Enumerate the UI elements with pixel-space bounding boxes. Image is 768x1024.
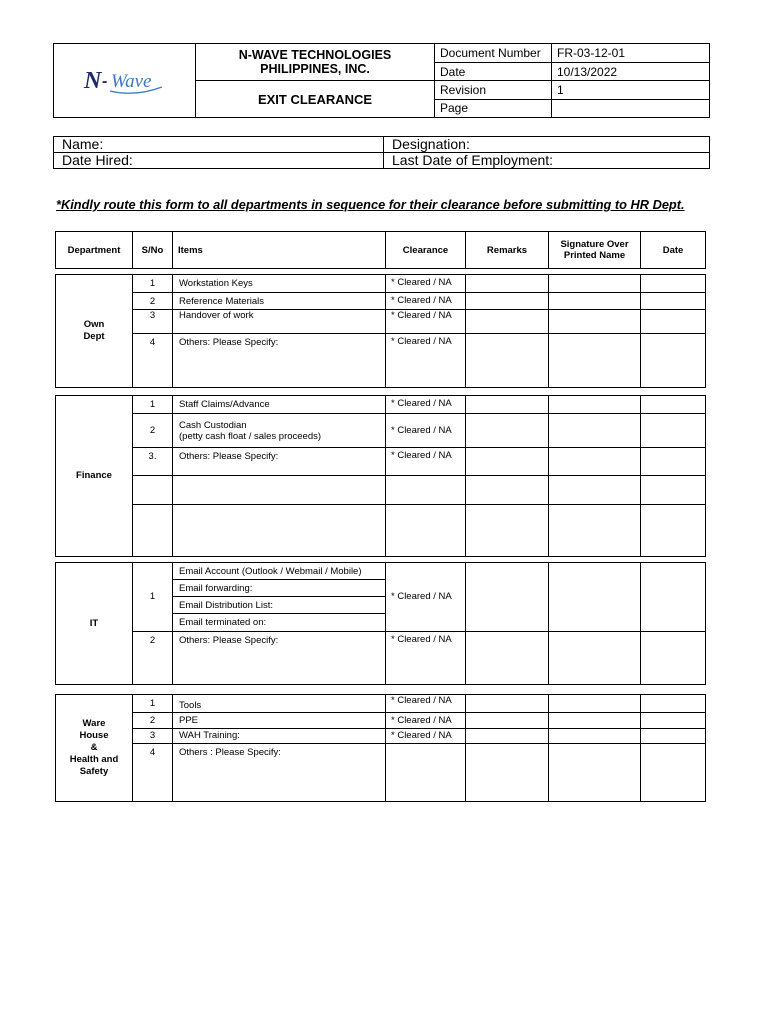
signature-cell[interactable]: [549, 563, 641, 632]
employee-info-table: [53, 136, 710, 169]
remarks-cell[interactable]: [466, 631, 549, 685]
table-row: [56, 310, 706, 334]
section-finance: [55, 395, 706, 557]
date-cell[interactable]: [641, 396, 706, 414]
date-cell[interactable]: [641, 275, 706, 293]
clearance-cell[interactable]: * Cleared / NA: [386, 293, 466, 310]
date-label: Date: [435, 63, 552, 81]
clearance-cell[interactable]: * Cleared / NA: [386, 713, 466, 729]
signature-cell[interactable]: [549, 396, 641, 414]
item-cell: Email forwarding:: [173, 580, 386, 597]
remarks-cell[interactable]: [466, 293, 549, 310]
table-row: [56, 505, 706, 557]
designation-field[interactable]: Designation:: [384, 137, 710, 153]
date-value: 10/13/2022: [552, 63, 710, 81]
col-department: Department: [56, 232, 133, 269]
signature-cell[interactable]: [549, 414, 641, 448]
remarks-cell[interactable]: [466, 448, 549, 476]
remarks-cell[interactable]: [466, 713, 549, 729]
clearance-column-header: [55, 231, 706, 269]
clearance-cell[interactable]: [386, 744, 466, 802]
table-row: [56, 293, 706, 310]
sno-cell: 1: [133, 563, 173, 632]
table-row: [56, 476, 706, 505]
signature-cell[interactable]: [549, 275, 641, 293]
date-hired-field[interactable]: Date Hired:: [54, 153, 384, 169]
date-cell[interactable]: [641, 631, 706, 685]
section-it: [55, 562, 706, 685]
date-cell[interactable]: [641, 729, 706, 744]
form-title: EXIT CLEARANCE: [196, 81, 435, 118]
section-warehouse: [55, 694, 706, 802]
remarks-cell[interactable]: [466, 310, 549, 334]
col-signature: [549, 232, 641, 269]
table-row: [56, 631, 706, 685]
company-name-line2: PHILIPPINES, INC.: [260, 62, 370, 77]
signature-cell[interactable]: [549, 310, 641, 334]
item-cell: Others: Please Specify:: [173, 448, 386, 476]
table-row: [56, 275, 706, 293]
signature-cell[interactable]: [549, 631, 641, 685]
signature-cell[interactable]: [549, 476, 641, 505]
date-cell[interactable]: [641, 448, 706, 476]
sno-cell: 3.: [133, 448, 173, 476]
col-date: Date: [641, 232, 706, 269]
table-row: [56, 448, 706, 476]
remarks-cell[interactable]: [466, 695, 549, 713]
company-logo: [54, 44, 196, 118]
table-row: [56, 334, 706, 388]
date-cell[interactable]: [641, 505, 706, 557]
date-cell[interactable]: [641, 744, 706, 802]
document-number-label: Document Number: [435, 44, 552, 63]
routing-instruction: *Kindly route this form to all departments in sequence for their clearance before submitting to HR Dept.: [56, 197, 685, 212]
table-row: [56, 713, 706, 729]
dept-own-line2: Dept: [83, 331, 105, 342]
item-cell[interactable]: [173, 476, 386, 505]
clearance-cell[interactable]: * Cleared / NA: [386, 275, 466, 293]
signature-cell[interactable]: [549, 334, 641, 388]
dept-warehouse-line5: Safety: [79, 766, 109, 777]
col-signature-line1: Signature Over: [560, 239, 629, 250]
signature-cell[interactable]: [549, 505, 641, 557]
item-line2: (petty cash float / sales proceeds): [179, 430, 322, 442]
table-row: [56, 396, 706, 414]
col-remarks: Remarks: [466, 232, 549, 269]
n-wave-logo-icon: [80, 61, 170, 97]
item-cell: Reference Materials: [173, 293, 386, 310]
dept-own-line1: Own: [83, 319, 105, 330]
company-name-line1: N-WAVE TECHNOLOGIES: [238, 48, 392, 63]
sno-cell: 2: [133, 293, 173, 310]
remarks-cell[interactable]: [466, 334, 549, 388]
sno-cell: [133, 505, 173, 557]
item-cell: WAH Training:: [173, 729, 386, 744]
col-sno: S/No: [133, 232, 173, 269]
dept-warehouse-line4: Health and: [69, 754, 119, 765]
clearance-cell[interactable]: * Cleared / NA: [386, 631, 466, 685]
section-own-dept: [55, 274, 706, 388]
clearance-cell[interactable]: * Cleared / NA: [386, 448, 466, 476]
item-cell: PPE: [173, 713, 386, 729]
sno-cell: 1: [133, 695, 173, 713]
table-row: [56, 695, 706, 713]
item-cell: Email terminated on:: [173, 614, 386, 631]
item-cell: Email Distribution List:: [173, 597, 386, 614]
dept-own: [56, 275, 133, 388]
sno-cell: [133, 476, 173, 505]
sno-cell: 4: [133, 744, 173, 802]
signature-cell[interactable]: [549, 448, 641, 476]
item-line1: Cash Custodian: [179, 419, 247, 431]
remarks-cell[interactable]: [466, 275, 549, 293]
clearance-cell[interactable]: * Cleared / NA: [386, 310, 466, 334]
clearance-cell[interactable]: [386, 505, 466, 557]
date-cell[interactable]: [641, 310, 706, 334]
last-date-field[interactable]: Last Date of Employment:: [384, 153, 710, 169]
revision-label: Revision: [435, 81, 552, 99]
remarks-cell[interactable]: [466, 744, 549, 802]
revision-value: 1: [552, 81, 710, 99]
document-number-value: FR-03-12-01: [552, 44, 710, 63]
clearance-cell[interactable]: * Cleared / NA: [386, 396, 466, 414]
date-cell[interactable]: [641, 695, 706, 713]
date-cell[interactable]: [641, 293, 706, 310]
signature-cell[interactable]: [549, 695, 641, 713]
company-name: [196, 44, 435, 81]
col-clearance: Clearance: [386, 232, 466, 269]
date-cell[interactable]: [641, 476, 706, 505]
dept-warehouse-line3: &: [90, 742, 98, 753]
item-cell: Handover of work: [173, 310, 386, 334]
clearance-cell[interactable]: [386, 476, 466, 505]
remarks-cell[interactable]: [466, 414, 549, 448]
sno-cell: 3: [133, 729, 173, 744]
name-field[interactable]: Name:: [54, 137, 384, 153]
signature-cell[interactable]: [549, 744, 641, 802]
sno-cell: 1: [133, 275, 173, 293]
document-header: [53, 43, 710, 118]
dept-warehouse: [56, 695, 133, 802]
sno-cell: 2: [133, 414, 173, 448]
signature-cell[interactable]: [549, 293, 641, 310]
dept-it: IT: [56, 563, 133, 685]
item-cell: [173, 414, 386, 448]
sno-cell: 3: [133, 310, 173, 334]
item-cell: Workstation Keys: [173, 275, 386, 293]
item-cell: Staff Claims/Advance: [173, 396, 386, 414]
date-cell[interactable]: [641, 713, 706, 729]
item-cell[interactable]: [173, 505, 386, 557]
remarks-cell[interactable]: [466, 396, 549, 414]
item-cell: Tools: [173, 695, 386, 713]
svg-text:Wave: Wave: [110, 71, 151, 92]
clearance-cell[interactable]: * Cleared / NA: [386, 729, 466, 744]
sno-cell: 2: [133, 631, 173, 685]
item-cell: Others: Please Specify:: [173, 631, 386, 685]
page-value: [552, 99, 710, 117]
remarks-cell[interactable]: [466, 563, 549, 632]
sno-cell: 1: [133, 396, 173, 414]
table-row: [56, 563, 706, 580]
remarks-cell[interactable]: [466, 729, 549, 744]
sno-cell: 2: [133, 713, 173, 729]
page-label: Page: [435, 99, 552, 117]
date-cell[interactable]: [641, 563, 706, 632]
col-items: Items: [173, 232, 386, 269]
clearance-cell[interactable]: * Cleared / NA: [386, 414, 466, 448]
table-row: [56, 414, 706, 448]
svg-text:-: -: [101, 73, 107, 90]
dept-warehouse-line2: House: [79, 730, 109, 741]
remarks-cell[interactable]: [466, 505, 549, 557]
item-cell: Others : Please Specify:: [173, 744, 386, 802]
clearance-cell[interactable]: * Cleared / NA: [386, 695, 466, 713]
date-cell[interactable]: [641, 334, 706, 388]
table-row: [56, 744, 706, 802]
remarks-cell[interactable]: [466, 476, 549, 505]
signature-cell[interactable]: [549, 729, 641, 744]
sno-cell: 4: [133, 334, 173, 388]
item-cell: Others: Please Specify:: [173, 334, 386, 388]
clearance-cell[interactable]: * Cleared / NA: [386, 563, 466, 632]
item-cell: Email Account (Outlook / Webmail / Mobile): [173, 563, 386, 580]
date-cell[interactable]: [641, 414, 706, 448]
dept-warehouse-line1: Ware: [82, 718, 106, 729]
signature-cell[interactable]: [549, 713, 641, 729]
svg-text:N: N: [83, 68, 101, 94]
col-signature-line2: Printed Name: [563, 250, 626, 261]
clearance-cell[interactable]: * Cleared / NA: [386, 334, 466, 388]
table-row: [56, 729, 706, 744]
dept-finance: Finance: [56, 396, 133, 557]
